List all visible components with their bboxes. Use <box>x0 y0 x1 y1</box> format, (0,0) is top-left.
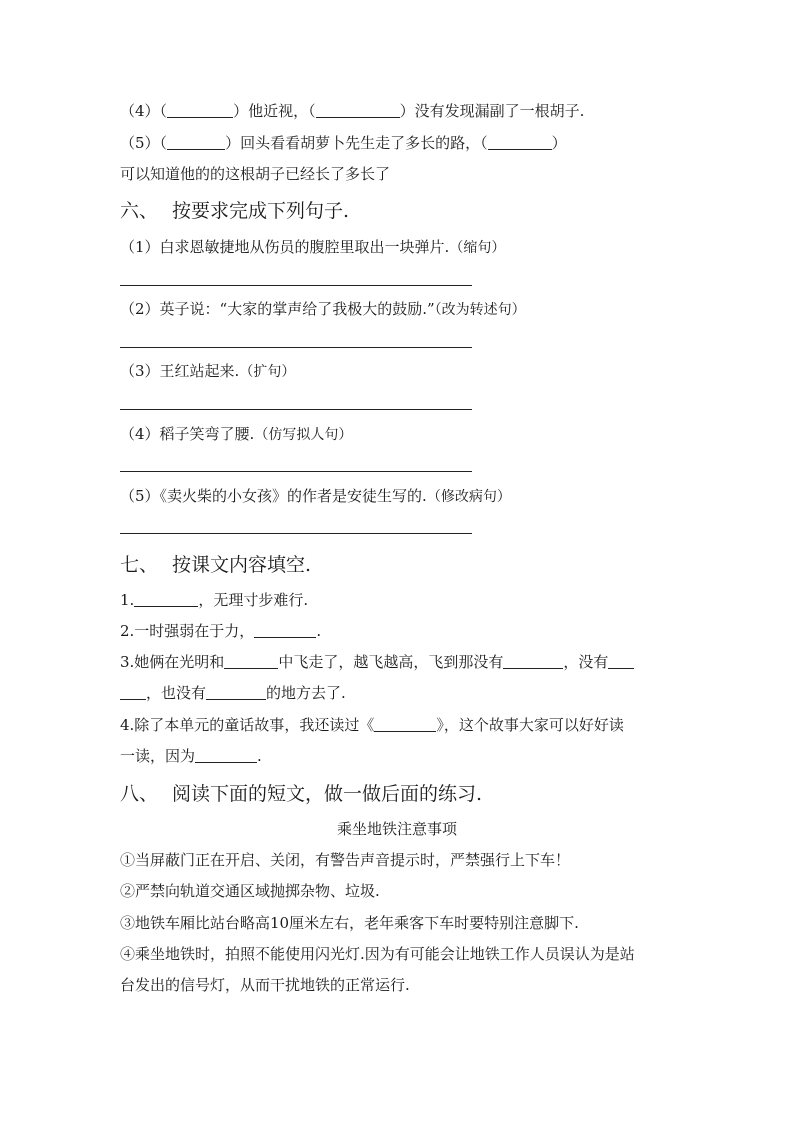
passage-line: 台发出的信号灯，从而干扰地铁的正常运行. <box>120 976 410 994</box>
part7-q1: 1. ，无理寸步难行. <box>120 591 309 609</box>
part6-item-5: （5）《卖火柴的小女孩》的作者是安徒生写的.（修改病句） <box>120 487 511 505</box>
passage-line: ④乘坐地铁时，拍照不能使用闪光灯.因为有可能会让地铁工作人员误认为是站 <box>120 945 635 963</box>
answer-blank[interactable] <box>254 623 316 638</box>
answer-blank[interactable] <box>224 654 278 669</box>
answer-blank[interactable] <box>488 135 552 150</box>
answer-blank[interactable] <box>316 103 400 118</box>
part6-item-1: （1）白求恩敏捷地从伤员的腹腔里取出一块弹片.（缩句） <box>120 238 506 256</box>
answer-line[interactable] <box>120 347 472 348</box>
answer-blank[interactable] <box>167 135 225 150</box>
part7-q4-continuation: 一读，因为 . <box>120 747 262 765</box>
part6-item-4: （4）稻子笑弯了腰.（仿写拟人句） <box>120 425 353 443</box>
answer-line[interactable] <box>120 533 472 534</box>
part7-q3-continuation: ，也没有 的地方去了. <box>120 683 346 703</box>
section-heading-7: 七、 按课文内容填空. <box>120 554 312 576</box>
part7-q2: 2.一时强弱在于力， . <box>120 622 322 640</box>
answer-blank[interactable] <box>503 654 563 669</box>
answer-line[interactable] <box>120 285 472 286</box>
section-heading-8: 八、 阅读下面的短文，做一做后面的练习. <box>120 783 483 805</box>
part5-q4: （4）（ ）他近视，（ ）没有发现漏副了一根胡子. <box>120 102 585 120</box>
answer-blank[interactable] <box>195 748 257 763</box>
part6-item-2: （2）英子说：“大家的掌声给了我极大的鼓励.”（改为转述句） <box>120 300 526 318</box>
part7-q3: 3.她俩在光明和 中飞走了，越飞越高，飞到那没有 ，没有 <box>120 652 634 672</box>
answer-blank[interactable] <box>167 103 233 118</box>
section-heading-6: 六、 按要求完成下列句子. <box>120 200 350 222</box>
answer-line[interactable] <box>120 471 472 472</box>
answer-line[interactable] <box>120 409 472 410</box>
part6-item-3: （3）王红站起来.（扩句） <box>120 362 296 380</box>
part5-q5-continuation: 可以知道他的的这根胡子已经长了多长了 <box>120 165 391 183</box>
passage-line: ②严禁向轨道交通区域抛掷杂物、垃圾. <box>120 882 380 900</box>
answer-blank[interactable] <box>206 685 266 700</box>
passage-title: 乘坐地铁注意事项 <box>336 820 457 838</box>
part5-q5: （5）（ ）回头看看胡萝卜先生走了多长的路，（ ） <box>120 134 567 152</box>
answer-blank[interactable] <box>374 717 436 732</box>
passage-line: ①当屏蔽门正在开启、关闭，有警告声音提示时，严禁强行上下车！ <box>120 851 571 869</box>
answer-blank[interactable] <box>608 654 634 669</box>
answer-blank[interactable] <box>120 685 146 700</box>
passage-line: ③地铁车厢比站台略高10厘米左右，老年乘客下车时要特别注意脚下. <box>120 914 579 932</box>
part7-q4: 4.除了本单元的童话故事，我还读过《 》，这个故事大家可以好好读 <box>120 716 624 734</box>
answer-blank[interactable] <box>134 592 198 607</box>
